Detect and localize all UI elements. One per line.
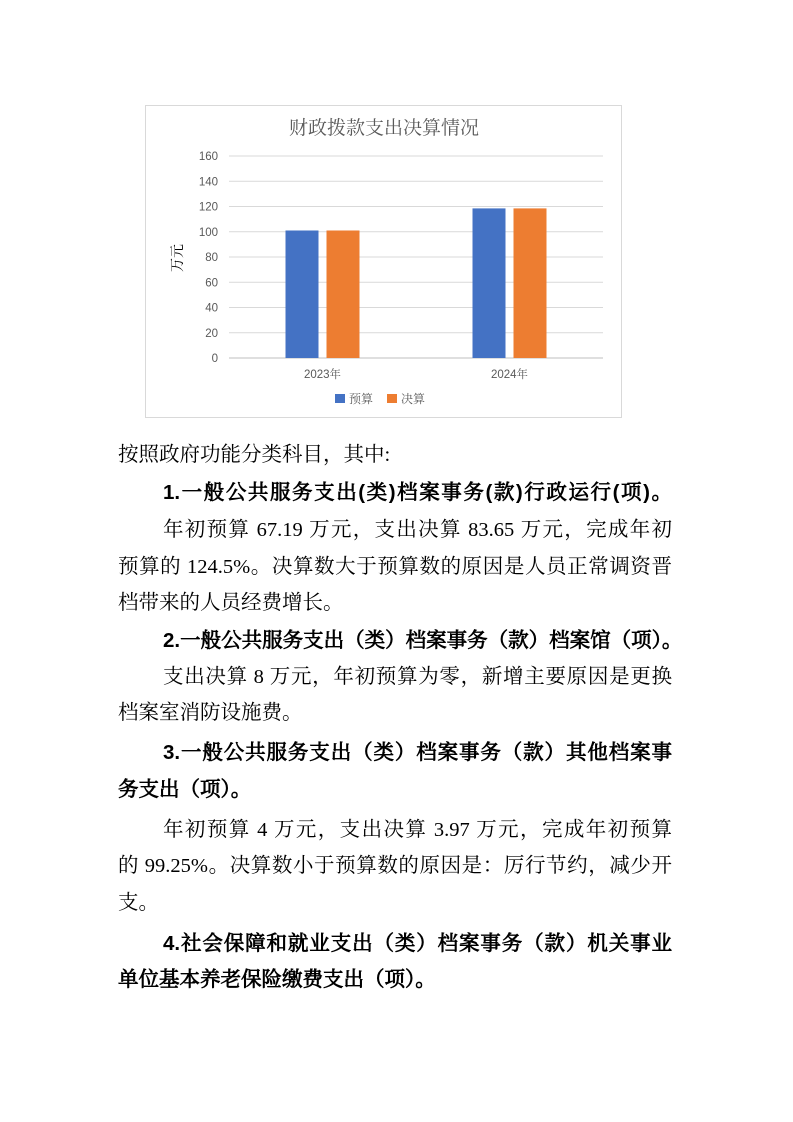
legend-label: 决算 <box>401 392 426 406</box>
legend-swatch-决算 <box>387 394 397 403</box>
bar-预算-2023年 <box>286 230 319 358</box>
y-tick-label: 100 <box>198 226 218 239</box>
budget-chart <box>145 105 622 418</box>
bar-预算-2024年 <box>473 208 506 358</box>
item3-line: 的 99.25%。决算数小于预算数的原因是：厉行节约，减少开 <box>118 855 672 877</box>
bar-决算-2024年 <box>514 208 547 358</box>
bar-决算-2023年 <box>327 230 360 358</box>
item1-line: 预算的 124.5%。决算数大于预算数的原因是人员正常调资晋 <box>118 556 672 578</box>
x-tick-label: 2023年 <box>303 369 342 381</box>
item4-heading: 单位基本养老保险缴费支出（项）。 <box>118 968 436 991</box>
item2-line: 档案室消防设施费。 <box>118 702 303 724</box>
legend-swatch-预算 <box>335 394 345 403</box>
item3-heading: 务支出（项）。 <box>118 778 252 801</box>
item1-line: 年初预算 67.19 万元，支出决算 83.65 万元，完成年初 <box>163 519 672 541</box>
item3-heading: 3.一般公共服务支出（类）档案事务（款）其他档案事 <box>163 741 672 764</box>
item1-line: 档带来的人员经费增长。 <box>118 592 344 614</box>
y-tick-label: 20 <box>205 327 218 340</box>
item2-heading: 2.一般公共服务支出（类）档案事务（款）档案馆（项）。 <box>163 629 683 652</box>
y-tick-label: 40 <box>205 302 218 315</box>
y-tick-label: 80 <box>205 252 218 264</box>
y-tick-label: 60 <box>205 277 218 290</box>
item1-heading: 1.一般公共服务支出(类)档案事务(款)行政运行(项)。 <box>163 481 672 504</box>
y-tick-label: 120 <box>198 201 218 214</box>
y-tick-label: 140 <box>198 176 218 189</box>
y-tick-label: 160 <box>198 151 218 163</box>
chart-title: 财政拨款支出决算情况 <box>288 118 480 139</box>
legend-label: 预算 <box>349 392 374 406</box>
item3-line: 支。 <box>118 892 159 914</box>
y-tick-label: 0 <box>211 353 218 365</box>
intro-text: 按照政府功能分类科目，其中: <box>118 444 391 466</box>
item2-line: 支出决算 8 万元，年初预算为零，新增主要原因是更换 <box>163 666 672 688</box>
item4-heading: 4.社会保障和就业支出（类）档案事务（款）机关事业 <box>163 932 672 955</box>
y-axis-label: 万元 <box>169 244 185 272</box>
item3-line: 年初预算 4 万元，支出决算 3.97 万元，完成年初预算 <box>163 819 672 841</box>
x-tick-label: 2024年 <box>490 369 529 381</box>
